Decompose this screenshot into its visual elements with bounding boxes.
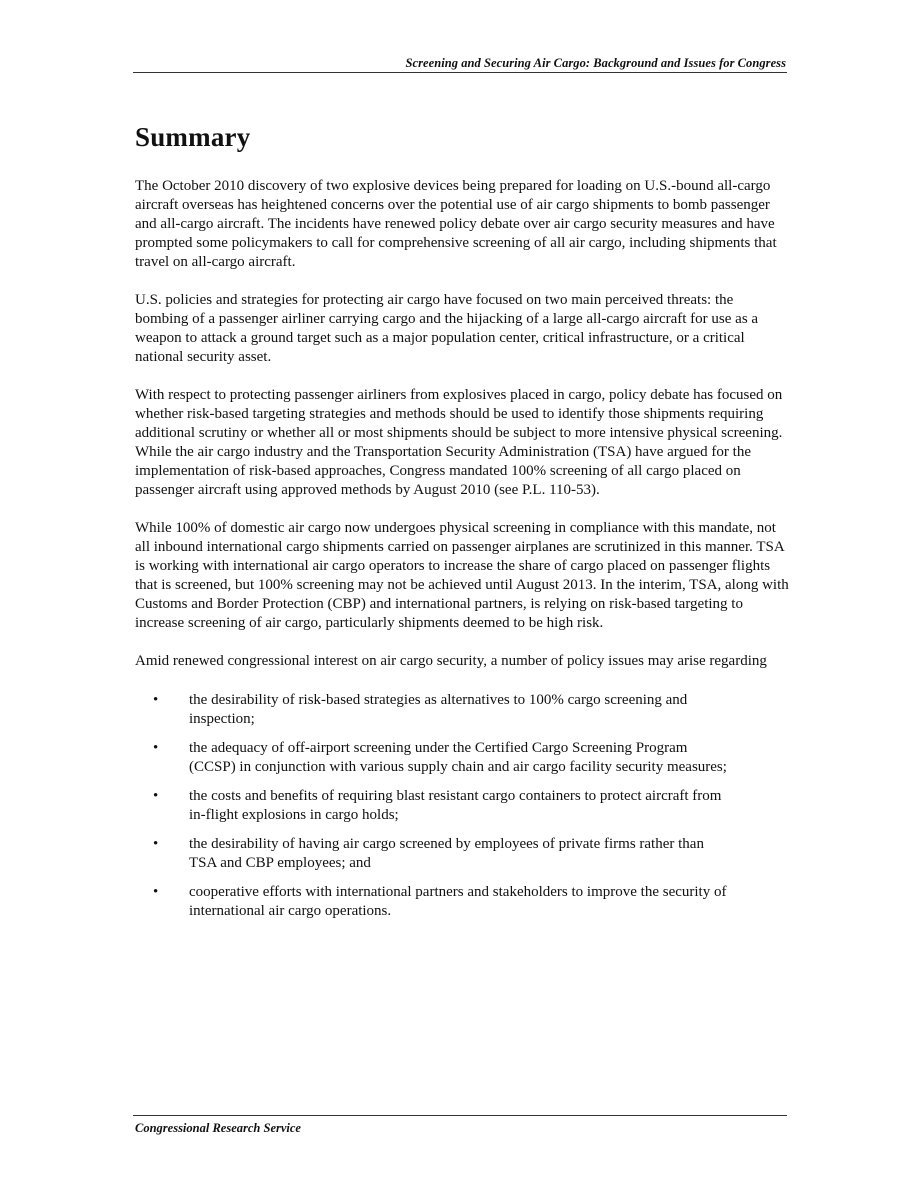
list-item xyxy=(135,835,731,873)
list-item-text: the desirability of risk-based strategies as alternatives to 100% cargo screening and inspection; xyxy=(189,692,688,727)
bullet-icon: • xyxy=(153,788,159,804)
bullet-icon: • xyxy=(153,740,159,756)
list-item-text: cooperative efforts with international partners and stakeholders to improve the security of international air cargo operations. xyxy=(189,884,727,919)
paragraph: Amid renewed congressional interest on air cargo security, a number of policy issues may arise regarding xyxy=(135,653,767,669)
bullet-icon: • xyxy=(153,884,159,900)
paragraph: While 100% of domestic air cargo now undergoes physical screening in compliance with this mandate, not all inbound international cargo shipments carried on passenger airplanes are scrutinized in this manner. TSA is working with international air cargo operators to increase the share of cargo placed on passenger flights that is screened, but 100% screening may not be achieved until August 2013. In the interim, TSA, along with Customs and Border Protection (CBP) and international partners, is relying on risk-based targeting to increase screening of air cargo, particularly shipments deemed to be high risk. xyxy=(135,520,789,631)
list-item-text: the desirability of having air cargo screened by employees of private firms rather than TSA and CBP employees; and xyxy=(189,836,704,871)
list-item xyxy=(135,739,731,777)
policy-issues-list xyxy=(135,691,790,921)
summary-body xyxy=(135,177,790,931)
list-item-text: the adequacy of off-airport screening under the Certified Cargo Screening Program (CCSP) in conjunction with various supply chain and air cargo facility security measures; xyxy=(189,740,727,775)
paragraph: U.S. policies and strategies for protecting air cargo have focused on two main perceived threats: the bombing of a passenger airliner carrying cargo and the hijacking of a large all-cargo aircraft for use as a weapon to attack a ground target such as a major population center, critical infrastructure, or a critical national security asset. xyxy=(135,292,759,365)
list-item xyxy=(135,883,731,921)
header-rule xyxy=(133,72,787,73)
paragraph: The October 2010 discovery of two explosive devices being prepared for loading on U.S.-bound all-cargo aircraft overseas has heightened concerns over the potential use of air cargo shipments to bomb passenger and all-cargo aircraft. The incidents have renewed policy debate over air cargo security measures and have prompted some policymakers to call for comprehensive screening of all air cargo, including shipments that travel on all-cargo aircraft. xyxy=(135,178,777,270)
list-item xyxy=(135,787,731,825)
list-item xyxy=(135,691,731,729)
section-title: Summary xyxy=(135,122,251,152)
footer-rule xyxy=(133,1115,787,1116)
list-item-text: the costs and benefits of requiring blast resistant cargo containers to protect aircraft from in-flight explosions in cargo holds; xyxy=(189,788,722,823)
paragraph: With respect to protecting passenger airliners from explosives placed in cargo, policy debate has focused on whether risk-based targeting strategies and methods should be used to identify those shipments requiring additional scrutiny or whether all or most shipments should be subject to more intensive physical screening. While the air cargo industry and the Transportation Security Administration (TSA) have argued for the implementation of risk-based approaches, Congress mandated 100% screening of all cargo placed on passenger aircraft using approved methods by August 2010 (see P.L. 110-53). xyxy=(135,387,783,498)
bullet-icon: • xyxy=(153,836,159,852)
bullet-icon: • xyxy=(153,692,159,708)
footer-publisher: Congressional Research Service xyxy=(135,1121,301,1135)
running-header: Screening and Securing Air Cargo: Background and Issues for Congress xyxy=(405,56,786,70)
